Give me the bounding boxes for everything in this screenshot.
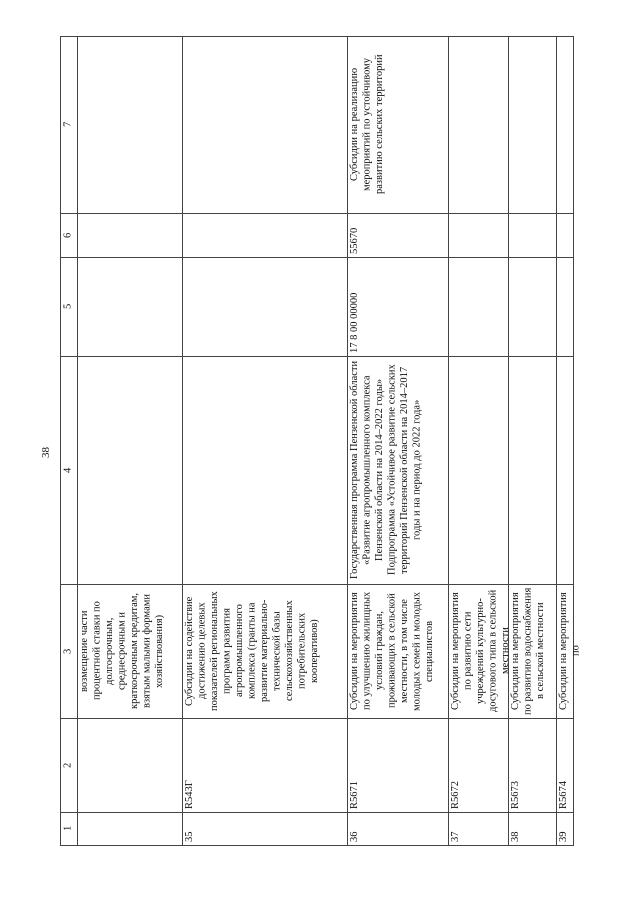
row-38-code: R5673 [510, 780, 521, 809]
row-36-code: R5671 [349, 780, 360, 809]
header-col-1: 1 [62, 825, 74, 832]
row-39-name: Субсидии на мероприятия по [558, 592, 582, 710]
header-col-3: 3 [62, 648, 74, 654]
budget-classification-table [60, 36, 582, 846]
row-39-number: 39 [558, 831, 569, 842]
subprogram-text: Подпрограмма «Устойчивое развитие сельских территорий Пензенской области на 2014–2017 годы и на период до 2022 года» [386, 364, 423, 576]
header-col-5: 5 [62, 303, 74, 310]
page-number: 38 [40, 447, 52, 459]
row-36-number: 36 [349, 831, 360, 842]
row-35-code: R543Г [184, 780, 195, 809]
row-37-code: R5672 [450, 780, 461, 809]
row-37-number: 37 [450, 831, 461, 842]
row-38-number: 38 [510, 831, 521, 842]
row-39-code: R5674 [558, 780, 569, 809]
row-36-code6: 55670 [349, 227, 360, 254]
state-program-text: Государственная программа Пензенской области «Развитие агропромышленного комплекса Пензенской области на 2014–2022 годы» [349, 360, 385, 580]
header-col-6: 6 [62, 232, 74, 238]
row-35-number: 35 [184, 831, 195, 842]
row-37-name: Субсидии на мероприятия по развитию сети учреждений культурно-досугового типа в сельской местности [450, 589, 511, 713]
header-col-2: 2 [62, 762, 74, 768]
row-continued-name: возмещение части процентной ставки по долгосрочным, среднесрочным и краткосрочным кредитам, взятым малыми формами хозяйствования) [79, 593, 165, 710]
header-col-7: 7 [62, 121, 74, 128]
row-38-name: Субсидии на мероприятия по развитию водоснабжения в сельской местности [510, 587, 546, 715]
header-col-4: 4 [62, 467, 74, 473]
row-36-program [347, 356, 448, 584]
row-36-subsidy: Субсидии на реализацию мероприятий по устойчивому развитию сельских территорий [349, 54, 385, 195]
row-36-name: Субсидии на мероприятия по улучшению жилищных условий граждан, проживающих в сельской местности, в том числе молодых семей и молодых специалистов [349, 591, 435, 711]
row-36-kbk: 17 8 00 00000 [349, 292, 360, 353]
row-35-name: Субсидии на содействие достижению целевых показателей региональных программ развития агропромышленного комплекса (гранты на развитие материально-технической базы сельскохозяйственных потребительских кооперативов) [184, 591, 320, 711]
